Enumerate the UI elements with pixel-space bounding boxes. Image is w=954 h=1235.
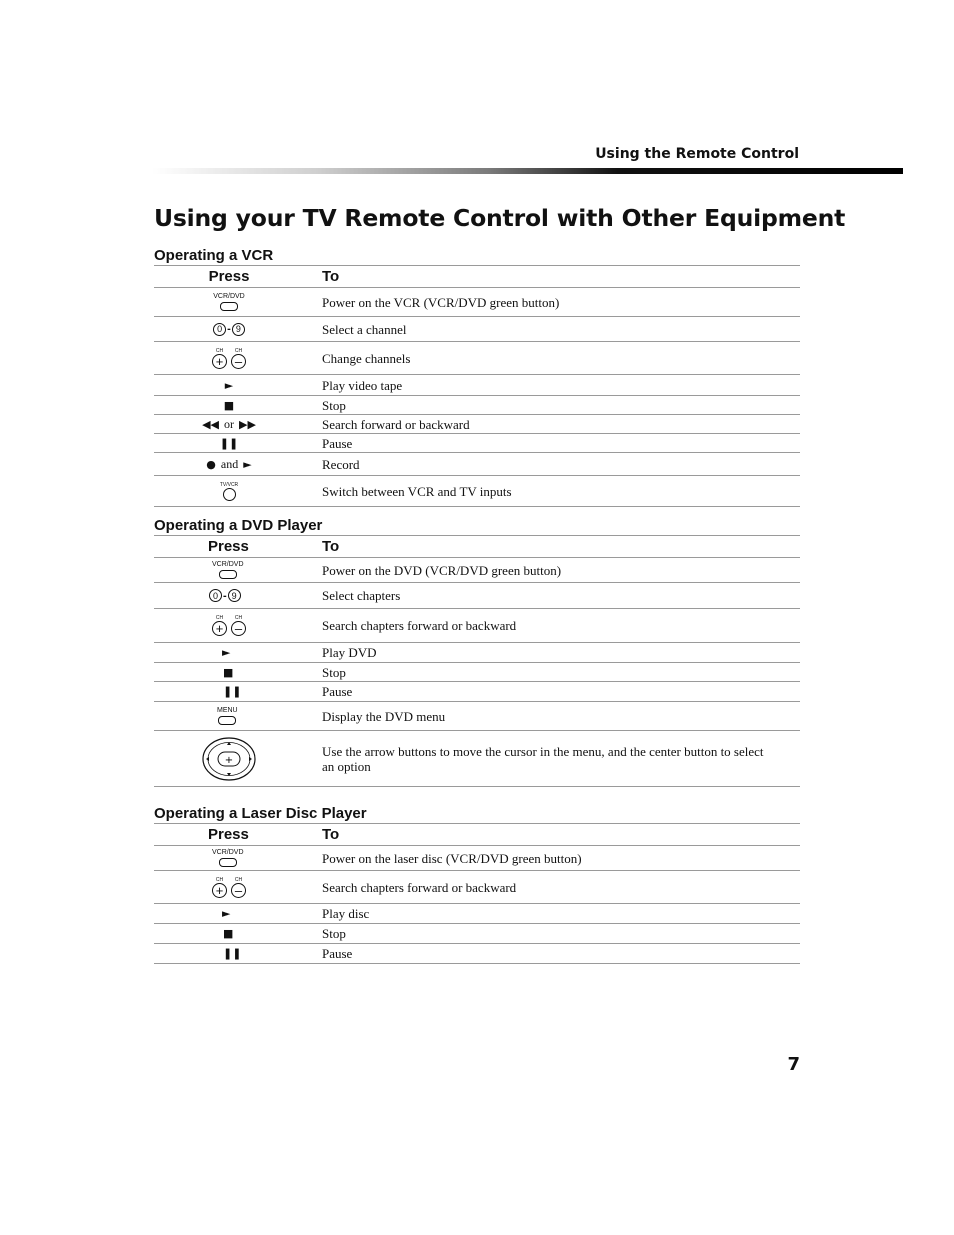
press-column-header: Press — [208, 538, 249, 555]
row-description: Search chapters forward or backward — [322, 618, 517, 633]
table-row — [154, 871, 800, 904]
row-description: Pause — [322, 435, 353, 451]
row-description: Play disc — [322, 906, 370, 921]
stop-icon: ■ — [223, 665, 234, 679]
zero-button: 0 — [213, 323, 226, 336]
stop-icon: ■ — [223, 398, 235, 412]
vcr-dvd-button: VCR/DVD — [213, 293, 245, 311]
channel-up-button: CH + — [212, 877, 227, 898]
section-vcr — [154, 246, 800, 507]
nine-button: 9 — [228, 589, 241, 602]
table-row — [154, 317, 800, 342]
tv-vcr-button: TV/VCR — [220, 482, 238, 501]
table-header — [154, 824, 800, 846]
header-rule — [152, 168, 903, 174]
channel-up-button: CH + — [212, 348, 227, 369]
row-description: Search chapters forward or backward — [322, 879, 517, 895]
table-row — [154, 476, 800, 507]
table-row — [154, 643, 800, 663]
row-description: Stop — [322, 397, 346, 413]
record-icon: ● — [206, 457, 216, 471]
pause-icon: ❚❚ — [223, 947, 242, 960]
row-description: Pause — [322, 946, 353, 961]
fast-forward-icon: ▶▶ — [239, 417, 256, 431]
number-buttons — [154, 583, 304, 608]
channel-down-button: CH – — [231, 877, 246, 898]
table-row — [154, 583, 800, 609]
table-header — [154, 536, 800, 558]
vcr-table — [154, 265, 800, 507]
stop-icon: ■ — [223, 927, 234, 940]
section-title: Operating a DVD Player — [154, 517, 323, 534]
row-description: Power on the DVD (VCR/DVD green button) — [322, 562, 562, 578]
table-row — [154, 924, 800, 944]
table-row — [154, 609, 800, 643]
row-description: Play DVD — [322, 645, 377, 660]
press-column-header: Press — [208, 268, 250, 285]
number-buttons — [154, 317, 304, 341]
row-description: Search forward or backward — [322, 416, 470, 432]
row-description: Stop — [322, 926, 346, 941]
zero-button: 0 — [209, 589, 222, 602]
play-icon: ► — [222, 907, 231, 920]
channel-down-button: CH – — [231, 348, 246, 369]
press-column-header: Press — [208, 826, 249, 843]
vcr-dvd-button: VCR/DVD — [212, 561, 244, 579]
table-row — [154, 663, 800, 682]
channel-up-button: CH + — [212, 615, 227, 636]
laser-disc-table — [154, 823, 800, 964]
play-icon: ► — [243, 457, 252, 471]
joystick-navigation-icon — [202, 737, 256, 781]
row-description: Switch between VCR and TV inputs — [322, 483, 512, 499]
row-description: Display the DVD menu — [322, 708, 446, 724]
row-description: Select a channel — [322, 321, 407, 337]
table-row — [154, 731, 800, 787]
table-row — [154, 944, 800, 964]
table-row — [154, 434, 800, 453]
menu-button: MENU — [217, 707, 238, 725]
play-icon: ► — [222, 646, 231, 659]
table-row — [154, 682, 800, 702]
table-row — [154, 288, 800, 317]
row-description: Play video tape — [322, 377, 403, 393]
and-label: and — [220, 456, 239, 471]
page-number: 7 — [787, 1054, 800, 1075]
row-description: Stop — [322, 664, 346, 680]
table-row — [154, 415, 800, 434]
channel-buttons — [154, 342, 304, 374]
row-description: Pause — [322, 684, 353, 699]
play-icon: ► — [224, 378, 234, 392]
table-header — [154, 266, 800, 288]
row-description: Record — [322, 456, 360, 472]
table-row — [154, 396, 800, 415]
pause-icon: ❚❚ — [219, 436, 239, 450]
table-row — [154, 375, 800, 396]
row-description: Power on the laser disc (VCR/DVD green button) — [322, 850, 582, 866]
running-head: Using the Remote Control — [595, 146, 799, 162]
section-laser-disc — [154, 804, 800, 964]
row-description: Power on the VCR (VCR/DVD green button) — [322, 294, 560, 310]
page-title: Using your TV Remote Control with Other Equipment — [154, 204, 846, 232]
svg-text:+: + — [224, 754, 234, 766]
range-dash: - — [227, 323, 231, 335]
section-title: Operating a VCR — [154, 247, 274, 264]
vcr-dvd-button: VCR/DVD — [212, 849, 244, 867]
to-column-header: To — [322, 538, 340, 555]
rewind-icon: ◀◀ — [202, 417, 219, 431]
channel-down-button: CH – — [231, 615, 246, 636]
section-title: Operating a Laser Disc Player — [154, 805, 367, 822]
table-row — [154, 558, 800, 583]
row-description: Select chapters — [322, 588, 401, 603]
pause-icon: ❚❚ — [223, 685, 242, 698]
dvd-table — [154, 535, 800, 787]
nine-button: 9 — [232, 323, 245, 336]
range-dash: - — [223, 589, 227, 602]
row-description: Change channels — [322, 350, 411, 366]
channel-buttons — [154, 609, 304, 642]
or-label: or — [224, 416, 234, 431]
to-column-header: To — [322, 826, 340, 843]
table-row — [154, 846, 800, 871]
table-row — [154, 342, 800, 375]
table-row — [154, 904, 800, 924]
table-row — [154, 702, 800, 731]
to-column-header: To — [322, 268, 340, 285]
section-dvd — [154, 516, 800, 787]
table-row — [154, 453, 800, 476]
channel-buttons — [154, 871, 304, 903]
row-description: Use the arrow buttons to move the cursor in the menu, and the center button to select an option — [322, 743, 764, 774]
